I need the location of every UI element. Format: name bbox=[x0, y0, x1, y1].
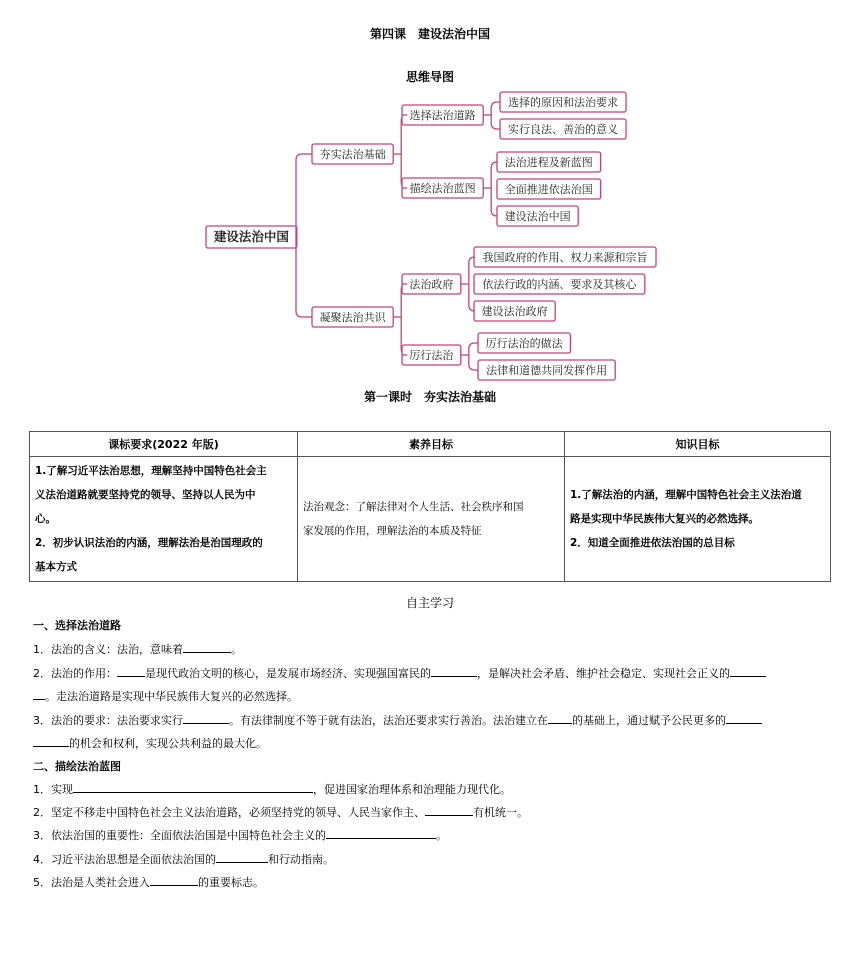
leaf-2-1: 法治进程及新蓝图 bbox=[504, 156, 593, 169]
table-header-cell: 课标要求(2022 年版) bbox=[30, 432, 298, 457]
leaf-2-2: 全面推进依法治国 bbox=[504, 183, 593, 196]
answer-blank[interactable] bbox=[183, 642, 231, 653]
answer-blank[interactable] bbox=[431, 666, 477, 677]
cell-line: 路是实现中华民族伟大复兴的必然选择。 bbox=[570, 513, 759, 525]
sub-branch-2-1: 法治政府 bbox=[409, 278, 454, 291]
branch-2: 凝聚法治共识 bbox=[319, 311, 386, 324]
leaf-2-3: 建设法治中国 bbox=[504, 210, 571, 223]
question-line: 1．法治的含义：法治，意味着 。 bbox=[33, 643, 242, 656]
leaf-4-1: 厉行法治的做法 bbox=[485, 337, 563, 350]
answer-blank[interactable] bbox=[730, 666, 766, 677]
cell-line: 基本方式 bbox=[35, 561, 77, 573]
answer-blank[interactable] bbox=[326, 828, 436, 839]
mindmap-root: 建设法治中国 bbox=[213, 229, 289, 244]
cell-line: 义法治道路就要坚持党的领导、坚持以人民为中 bbox=[35, 489, 256, 501]
leaf-1-1: 选择的原因和法治要求 bbox=[508, 96, 618, 109]
cell-line: 家发展的作用，理解法治的本质及特征 bbox=[303, 525, 482, 537]
cell-line: 1.了解法治的内涵，理解中国特色社会主义法治道 bbox=[570, 489, 802, 501]
cell-line: 2．初步认识法治的内涵，理解法治是治国理政的 bbox=[35, 537, 263, 549]
sub-branch-1-1: 选择法治道路 bbox=[409, 109, 476, 122]
knowledge-goal-cell bbox=[565, 457, 831, 582]
cell-line: 法治观念：了解法律对个人生活、社会秩序和国 bbox=[303, 501, 524, 513]
answer-blank[interactable] bbox=[33, 736, 69, 747]
question-line: 3．法治的要求：法治要求实行 。有法律制度不等于就有法治，法治还要求实行善治。法治建立在 的基础上，通过赋予公民更多的 bbox=[33, 712, 762, 728]
question-line: 5．法治是人类社会进入 的重要标志。 bbox=[33, 876, 264, 889]
answer-blank[interactable] bbox=[183, 713, 229, 724]
answer-blank[interactable] bbox=[33, 689, 45, 700]
section2-heading: 二、描绘法治蓝图 bbox=[33, 760, 121, 773]
cell-line: 2．知道全面推进依法治国的总目标 bbox=[570, 537, 735, 549]
bracket-line bbox=[491, 102, 497, 129]
table-header-cell: 知识目标 bbox=[565, 432, 831, 457]
branch-1: 夯实法治基础 bbox=[319, 148, 386, 161]
sub-branch-1-2: 描绘法治蓝图 bbox=[409, 182, 476, 195]
question-line: 1．实现 ，促进国家治理体系和治理能力现代化。 bbox=[33, 783, 511, 796]
sub-branch-2-2: 厉行法治 bbox=[409, 349, 454, 362]
section1-heading: 一、选择法治道路 bbox=[33, 619, 121, 632]
answer-blank[interactable] bbox=[726, 713, 762, 724]
literacy-goal-cell bbox=[298, 457, 565, 582]
requirements-table bbox=[29, 431, 831, 582]
question-line: 的机会和权利，实现公共利益的最大化。 bbox=[33, 735, 267, 751]
table-header-cell: 素养目标 bbox=[298, 432, 565, 457]
mindmap-title: 思维导图 bbox=[405, 70, 454, 84]
question-line: 4．习近平法治思想是全面依法治国的 和行动指南。 bbox=[33, 853, 334, 866]
leaf-3-2: 依法行政的内涵、要求及其核心 bbox=[482, 278, 637, 291]
question-line: 2．坚定不移走中国特色社会主义法治道路，必须坚持党的领导、人民当家作主、 有机统一。 bbox=[33, 806, 528, 819]
answer-blank[interactable] bbox=[73, 782, 313, 793]
cell-line: 心。 bbox=[35, 513, 56, 525]
leaf-4-2: 法律和道德共同发挥作用 bbox=[486, 364, 608, 377]
lesson-title: 第四课 建设法治中国 bbox=[369, 27, 490, 41]
bracket-line bbox=[491, 162, 497, 216]
answer-blank[interactable] bbox=[425, 805, 473, 816]
mind-map bbox=[0, 0, 860, 385]
leaf-3-3: 建设法治政府 bbox=[481, 305, 548, 318]
leaf-3-1: 我国政府的作用、权力来源和宗旨 bbox=[482, 251, 648, 264]
answer-blank[interactable] bbox=[150, 875, 198, 886]
table-header-row bbox=[30, 432, 831, 457]
period-title: 第一课时 夯实法治基础 bbox=[363, 390, 496, 404]
leaf-1-2: 实行良法、善治的意义 bbox=[508, 123, 618, 136]
answer-blank[interactable] bbox=[548, 713, 572, 724]
cell-line: 1.了解习近平法治思想，理解坚持中国特色社会主 bbox=[35, 465, 267, 477]
table-row bbox=[30, 457, 831, 582]
question-line: 。走法治道路是实现中华民族伟大复兴的必然选择。 bbox=[33, 688, 298, 704]
question-line: 3．依法治国的重要性：全面依法治国是中国特色社会主义的 。 bbox=[33, 829, 447, 842]
bracket-line bbox=[469, 343, 475, 370]
bracket-line bbox=[401, 115, 407, 188]
question-line: 2．法治的作用： 是现代政治文明的核心，是发展市场经济、实现强国富民的 ，是解决社会矛盾、维护社会稳定、实现社会正义的 bbox=[33, 665, 766, 681]
curriculum-requirement-cell bbox=[30, 457, 298, 582]
answer-blank[interactable] bbox=[216, 852, 268, 863]
answer-blank[interactable] bbox=[117, 666, 145, 677]
self-study-title: 自主学习 bbox=[405, 596, 454, 610]
